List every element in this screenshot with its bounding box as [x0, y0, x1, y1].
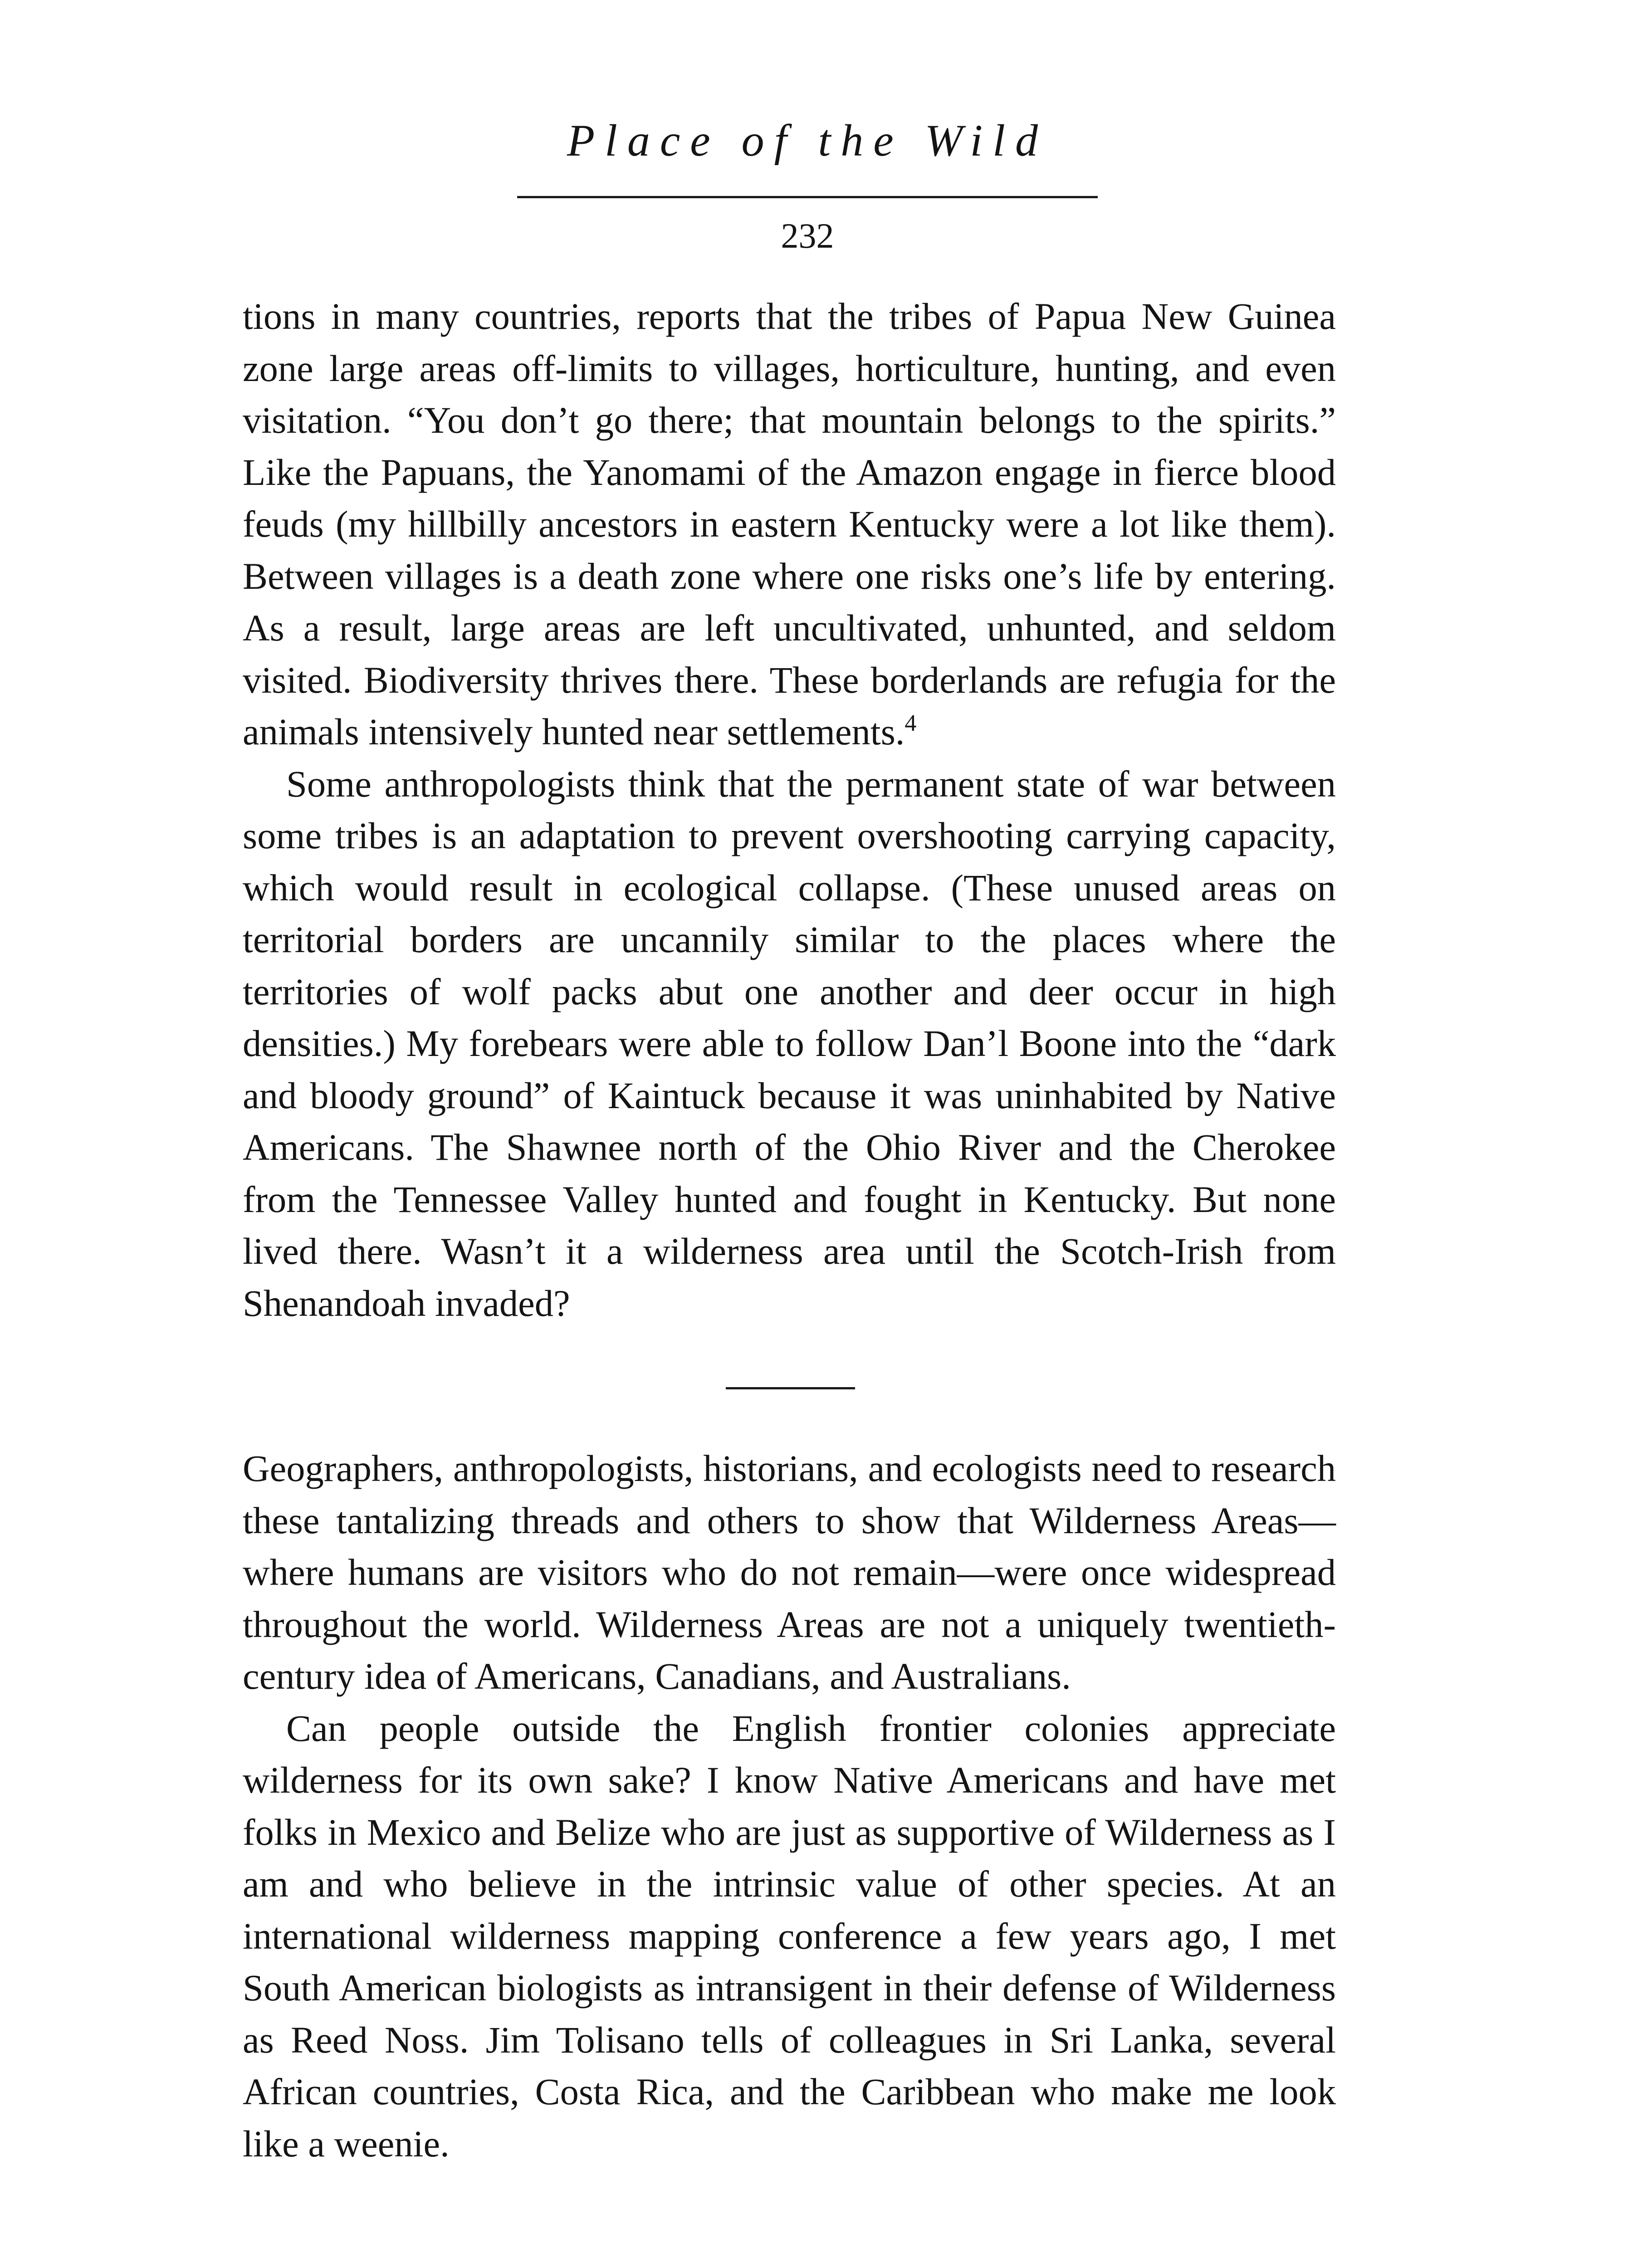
- body-text-section-2: [243, 1442, 1336, 2170]
- paragraph: Can people outside the English frontier colonies appreciate wilderness for its own sake? I know Native Americans and have met folks in Mexico and Belize who are just as supportive of Wilderness as I am and who believe in the intrinsic value of other species. At an international wilderness mapping conference a few years ago, I met South American biologists as intransigent in their defense of Wilderness as Reed Noss. Jim Tolisano tells of colleagues in Sri Lanka, several African countries, Costa Rica, and the Caribbean who make me look like a weenie.: [243, 1707, 1336, 2165]
- paragraph-text: tions in many countries, reports that the tribes of Papua New Guinea zone large areas off-limits to villages, horticulture, hunting, and even visitation. “You don’t go there; that mountain belongs to the spirits.” Like the Papuans, the Yanomami of the Amazon engage in fierce blood feuds (my hillbilly ancestors in eastern Kentucky were a lot like them). Between villages is a death zone where one risks one’s life by entering. As a result, large areas are left uncultivated, unhunted, and seldom visited. Biodiversity thrives there. These borderlands are refugia for the animals intensively hunted near settlements.: [243, 295, 1336, 753]
- body-text-section-1: [243, 290, 1336, 1329]
- footnote-marker: 4: [905, 710, 917, 736]
- header-rule: [517, 196, 1098, 198]
- paragraph-continued: [243, 290, 1336, 758]
- section-break-rule: [726, 1387, 855, 1389]
- paragraph: Geographers, anthropologists, historians, and ecologists need to research these tantalizing threads and others to show that Wilderness Areas—where humans are visitors who do not remain—were once widespread throughout the world. Wilderness Areas are not a uniquely twentieth-century idea of Americans, Canadians, and Australians.: [243, 1447, 1336, 1697]
- running-head-title: Place of the Wild: [567, 115, 1048, 166]
- page-number: 232: [781, 216, 834, 255]
- paragraph: Some anthropologists think that the permanent state of war between some tribes is an adaptation to prevent overshooting carrying capacity, which would result in ecological collapse. (These unused areas on territorial borders are uncannily similar to the places where the territories of wolf packs abut one another and deer occur in high densities.) My forebears were able to follow Dan’l Boone into the “dark and bloody ground” of Kaintuck because it was uninhabited by Native Americans. The Shawnee north of the Ohio River and the Cherokee from the Tennessee Valley hunted and fought in Kentucky. But none lived there. Wasn’t it a wilderness area until the Scotch-Irish from Shenandoah invaded?: [243, 763, 1336, 1324]
